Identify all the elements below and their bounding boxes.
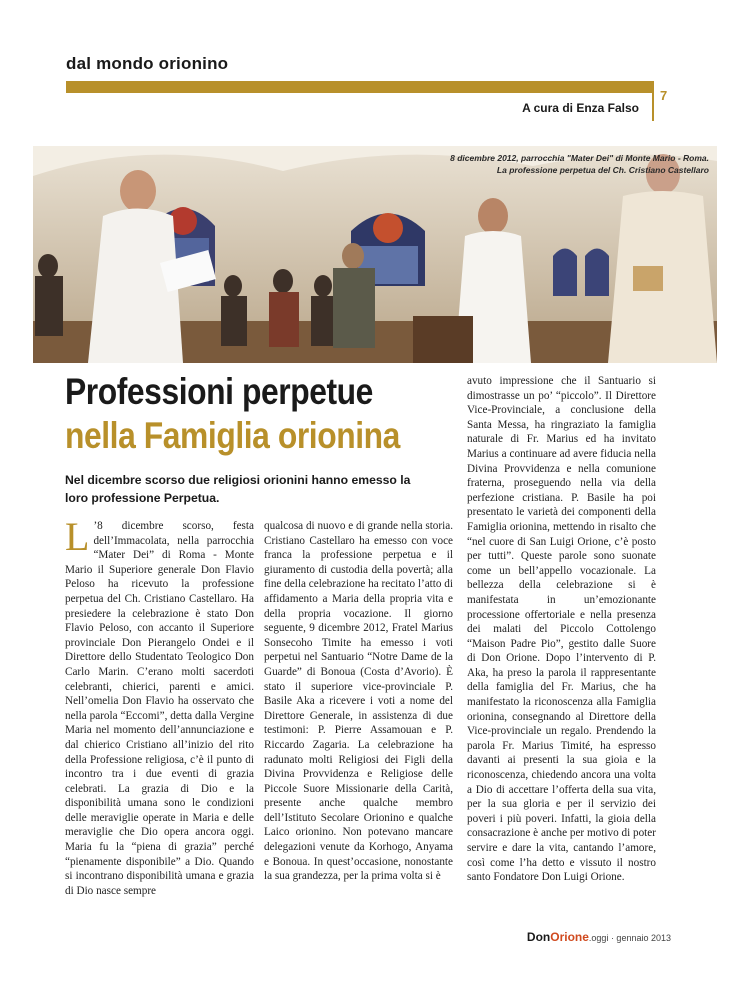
altar	[413, 316, 473, 363]
footer-brand-don: Don	[526, 930, 551, 944]
footer-issue: .oggi · gennaio 2013	[588, 933, 671, 943]
section-title: dal mondo orionino	[66, 54, 229, 73]
article-column-3	[467, 374, 656, 885]
photo-caption-line1: 8 dicembre 2012, parrocchia "Mater Dei" di Monte Mario - Roma.	[450, 153, 709, 163]
article-column-1	[65, 514, 254, 898]
magazine-footer	[527, 930, 671, 944]
headline-line2: nella Famiglia orionina	[65, 415, 400, 456]
column-1-text: ’8 dicembre scorso, festa dell’Immacolata, nella parrocchia “Mater Dei” di Roma - Monte Mario il Superiore generale Don Flavio Peloso ha ricevuto la professione perpetua del Ch. Cristiano Castellaro. Ha presiedere la celebrazione è stato Don Flavio Peloso, con accanto il Superiore provinciale Don Pierangelo Ondei e il Direttore dello Studentato Teologico Don Carlo Marin. C’erano molti sacerdoti celebranti, chierici, parenti e amici. Nell’omelia Don Flavio ha osservato che nella parola “Eccomi”, detta dalla Vergine Maria nel momento dell’annunciazione e dal chierico Cristiano all’inizio del rito della Professione religiosa, c’è il punto di incontro tra i due eventi di grazia celebrati. La grazia di Dio e la disponibilità umana sono le condizioni delle meraviglie operate in Maria e delle meraviglie che Dio opera ancora oggi. Maria fu la “piena di grazia” perché “pienamente disponibile” a Dio. Quando si incontrano disponibilità umana e grazia di Dio nasce sempre	[65, 520, 254, 897]
photo-caption	[450, 152, 709, 176]
headline-line1: Professioni perpetue	[65, 371, 373, 412]
column-2-text: qualcosa di nuovo e di grande nella storia. Cristiano Castellaro ha emesso con voce franca la professione perpetua e il giuramento di custodia della povertà; alla fine della celebrazione ha recitato l’atto di affidamento a Maria della propria vita e della propria vocazione. Il giorno seguente, 9 dicembre 2012, Fratel Marius Sonsecoho Timite ha emesso i voti perpetui nel Santuario “Notre Dame de la Guarde” di Bonoua (Costa d’Avorio). È stato il superiore vice-provinciale P. Basile Aka a ricevere i voti a nome del Direttore Generale, in assistenza di due testimoni: P. Pierre Assamouan e P. Riccardo Zagaria. La celebrazione ha radunato molti Religiosi dei Figli della Divina Provvidenza e Religiose delle Piccole Suore Missionarie della Carità, presente anche qualche membro dell’Istituto Secolare Orionino e qualche Laico orionino. Non potevano mancare delegazioni venute da Korhogo, Anyama e Bonoua. In quest’occasione, nonostante la sua grandezza, per la prima volta si è	[264, 520, 453, 883]
column-3-text: avuto impressione che il Santuario si dimostrasse un po’ “piccolo”. Il Direttore Vice-Provinciale, a conclusione della Santa Messa, ha ringraziato la famiglia naturale di Fr. Marius ed ha invitato Marius a continuare ad avere fiducia nella Divina Provvidenza e nella comunione fraterna, proseguendo nella via della perfezione cristiana. P. Basile ha poi presentato le varietà dei componenti della Famiglia orionina, mettendo in risalto che “nel cuore di San Luigi Orione, c’è posto per tutti”. Queste parole sono suonate come un bell’appello vocazionale. La bellezza della celebrazione si è manifestata in un’emozionante processione offertoriale e nella presenza dei malati del Piccolo Cottolengo “Maison Padre Pio”, gestito dalle Suore di Don Orione. Dopo l’intervento di P. Aka, ha preso la parola il rappresentante della famiglia del Fr. Marius, che ha manifestato la riconoscenza alla Famiglia orionina, consegnando al Direttore della Vice-provinciale un regalo. Prendendo la parola Fr. Marius Timité, ha espresso davanti ai presenti la sua gioia e la riconoscenza, chiedendo ancora una volta a Dio di accettare l’offerta della sua vita, per la sua gloria e per il servizio dei poveri i più poveri. Infatti, la gioia della consacrazione è anche per motivo di poter servire e dare la vita, cantando l’amore, così come l’ha detto e vissuto il nostro santo Fondatore Don Luigi Orione.	[467, 375, 656, 884]
church-ceremony-illustration	[33, 146, 717, 363]
page-number: 7	[660, 88, 668, 103]
header-gold-bar	[66, 81, 654, 93]
footer-brand-orione: Orione	[550, 930, 589, 944]
header-divider	[652, 81, 654, 121]
photo-caption-line2: La professione perpetua del Ch. Cristiano Castellaro	[496, 165, 709, 175]
article-column-2	[264, 519, 453, 884]
article-photo	[33, 146, 717, 363]
drop-cap: L	[65, 514, 90, 559]
article-headline	[65, 370, 400, 458]
article-subtitle: Nel dicembre scorso due religiosi orionini hanno emesso la loro professione Perpetua.	[65, 473, 411, 505]
curator-credit: A cura di Enza Falso	[522, 101, 639, 115]
